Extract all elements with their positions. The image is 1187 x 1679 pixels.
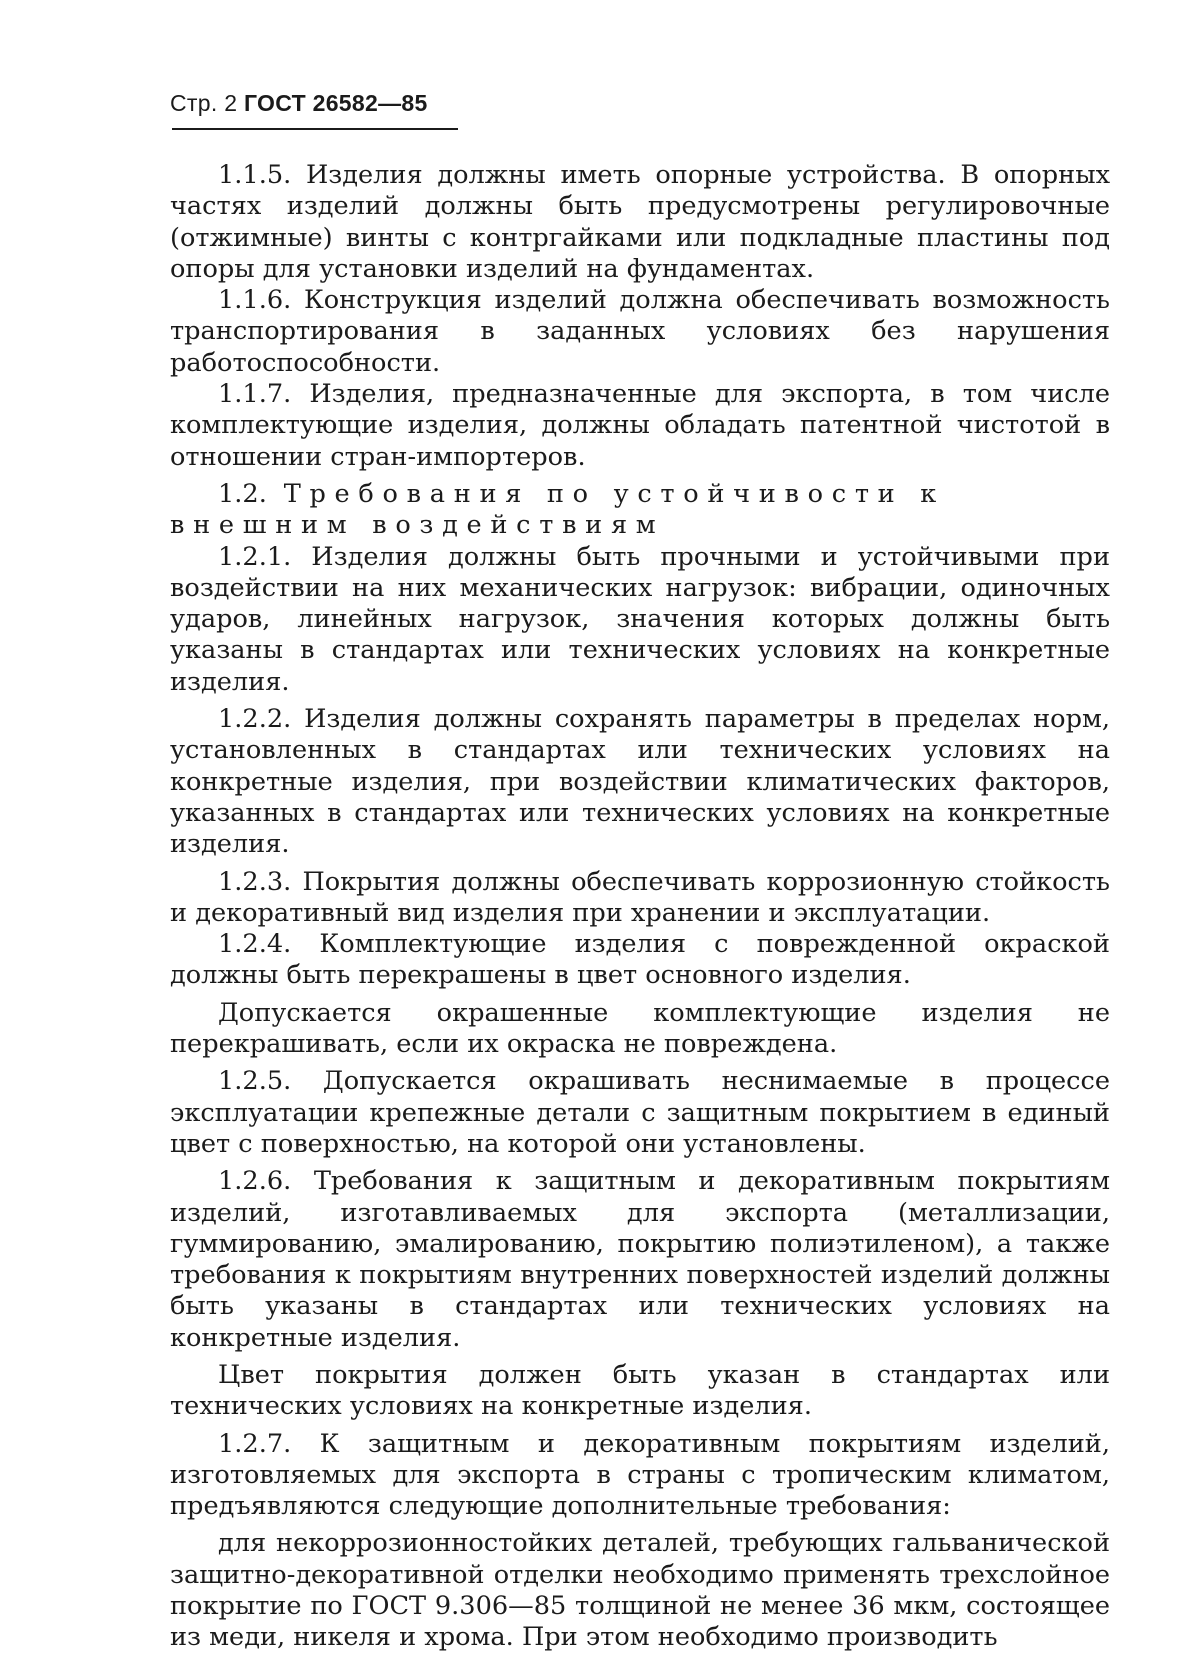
section-heading-number: 1.2. <box>218 478 267 509</box>
section-heading <box>170 479 1110 542</box>
paragraph-1-2-4: 1.2.4. Комплектующие изделия с поврежденной окраской должны быть перекрашены в цвет основного изделия. <box>170 929 1110 991</box>
paragraph-1-2-5: 1.2.5. Допускается окрашивать неснимаемые в процессе эксплуатации крепежные детали с защитным покрытием в единый цвет с поверхностью, на которой они установлены. <box>170 1066 1110 1159</box>
section-heading-title: Требования по устойчивости к внешним воздействиям <box>170 478 945 541</box>
page-number: Стр. 2 <box>170 90 238 116</box>
standard-code: ГОСТ 26582—85 <box>244 90 428 116</box>
paragraph-1-2-1: 1.2.1. Изделия должны быть прочными и устойчивыми при воздействии на них механических нагрузок: вибрации, одиночных ударов, линейных нагрузок, значения которых должны быть указаны в стандартах или технических условиях на конкретные изделия. <box>170 541 1110 697</box>
paragraph-1-1-6: 1.1.6. Конструкция изделий должна обеспечивать возможность транспортирования в заданных условиях без нарушения работоспособности. <box>170 285 1110 378</box>
paragraph-1-1-7: 1.1.7. Изделия, предназначенные для экспорта, в том числе комплектующие изделия, должны обладать патентной чистотой в отношении стран-импортеров. <box>170 379 1110 472</box>
paragraph-1-2-4-note: Допускается окрашенные комплектующие изделия не перекрашивать, если их окраска не повреждена. <box>170 997 1110 1060</box>
document-body <box>170 160 1110 1654</box>
paragraph-1-2-2: 1.2.2. Изделия должны сохранять параметры в пределах норм, установленных в стандартах или технических условиях на конкретные изделия, при воздействии климатических факторов, указанных в стандартах или технических условиях на конкретные изделия. <box>170 704 1110 860</box>
paragraph-1-2-7-plating: для некоррозионностойких деталей, требующих гальванической защитно-декоративной отделки необходимо применять трехслойное покрытие по ГОСТ 9.306—85 толщиной не менее 36 мкм, состоящее из меди, никеля и хрома. При этом необходимо производить <box>170 1528 1110 1653</box>
header-rule <box>172 128 458 130</box>
paragraph-1-2-7: 1.2.7. К защитным и декоративным покрытиям изделий, изготовляемых для экспорта в страны с тропическим климатом, предъявляются следующие дополнительные требования: <box>170 1428 1110 1522</box>
page-header <box>170 90 460 117</box>
paragraph-1-2-6: 1.2.6. Требования к защитным и декоративным покрытиям изделий, изготавливаемых для экспорта (металлизации, гуммированию, эмалированию, покрытию полиэтиленом), а также требования к покрытиям внутренних поверхностей изделий должны быть указаны в стандартах или технических условиях на конкретные изделия. <box>170 1166 1110 1353</box>
paragraph-1-2-6-color: Цвет покрытия должен быть указан в стандартах или технических условиях на конкретные изделия. <box>170 1359 1110 1422</box>
paragraph-1-2-3: 1.2.3. Покрытия должны обеспечивать коррозионную стойкость и декоративный вид изделия при хранении и эксплуатации. <box>170 866 1110 928</box>
paragraph-1-1-5: 1.1.5. Изделия должны иметь опорные устройства. В опорных частях изделий должны быть предусмотрены регулировочные (отжимные) винты с контргайками или подкладные пластины под опоры для установки изделий на фундаментах. <box>170 160 1110 284</box>
